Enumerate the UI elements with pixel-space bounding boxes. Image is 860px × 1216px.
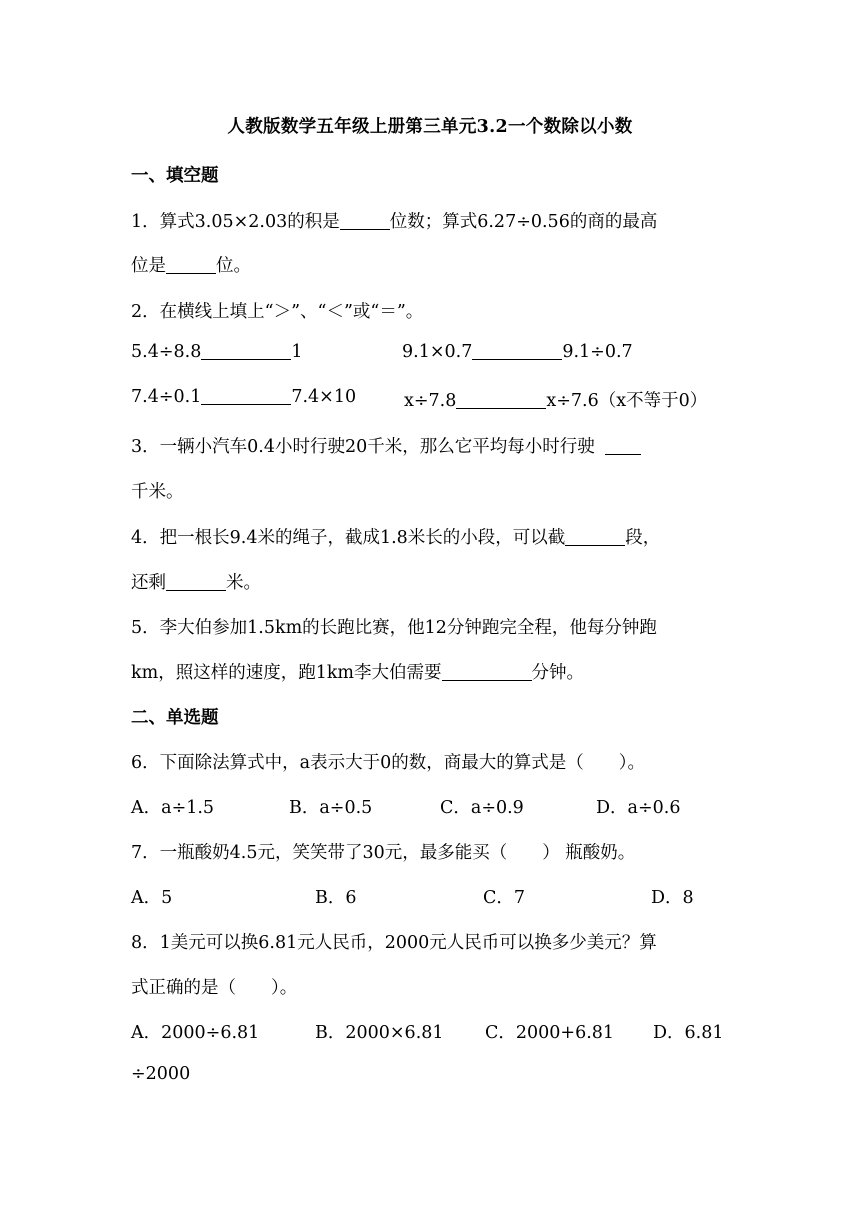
option-c[interactable]: C．a÷0.9 xyxy=(440,798,524,818)
option-c[interactable]: C．2000+6.81 xyxy=(485,1023,615,1043)
option-d-continuation: ÷2000 xyxy=(131,1064,191,1084)
q1-text-b: 位数；算式6.27÷0.56的商的最高 xyxy=(389,212,658,232)
q3-text-a: 3．一辆小汽车0.4小时行驶20千米，那么它平均每小时行驶 xyxy=(131,437,595,457)
page-title: 人教版数学五年级上册第三单元3.2一个数除以小数 xyxy=(227,117,633,137)
answer-blank[interactable] xyxy=(201,342,291,360)
question-4-line-1 xyxy=(131,524,660,549)
question-1-line-2 xyxy=(131,252,251,277)
question-5-line-1: 5．李大伯参加1.5km的长跑比赛，他12分钟跑完全程，他每分钟跑 xyxy=(131,618,657,638)
comparison-right: 9.1÷0.7 xyxy=(562,342,633,362)
comparison-left: x÷7.8 xyxy=(404,391,457,411)
option-a[interactable]: A．2000÷6.81 xyxy=(131,1023,260,1043)
option-d[interactable]: D．8 xyxy=(651,888,694,908)
question-3-line-1 xyxy=(131,433,641,458)
comparison-right: 1 xyxy=(291,342,303,362)
comparison-left: 5.4÷8.8 xyxy=(131,342,202,362)
q1-text-d: 位。 xyxy=(216,256,251,276)
option-a[interactable]: A．5 xyxy=(131,888,173,908)
q5-text-c: 分钟。 xyxy=(531,663,585,683)
comparison-left: 9.1×0.7 xyxy=(402,342,473,362)
comparison-right: x÷7.6（x不等于0） xyxy=(546,391,708,411)
comparison-2 xyxy=(402,342,633,362)
option-d[interactable]: D．a÷0.6 xyxy=(596,798,681,818)
question-3-line-2: 千米。 xyxy=(131,482,184,502)
option-b[interactable]: B．6 xyxy=(315,888,357,908)
section-fill-heading: 一、填空题 xyxy=(131,166,219,186)
answer-blank[interactable] xyxy=(201,387,291,405)
q1-text-a: 1．算式3.05×2.03的积是 xyxy=(131,212,340,232)
question-8-line-2: 式正确的是（ ）。 xyxy=(131,978,298,998)
q4-text-c: 还剩 xyxy=(131,573,166,593)
answer-blank[interactable] xyxy=(472,342,562,360)
question-5-line-2 xyxy=(131,659,584,684)
answer-blank[interactable] xyxy=(442,663,532,681)
q1-text-c: 位是 xyxy=(131,256,166,276)
question-6-text: 6．下面除法算式中，a表示大于0的数，商最大的算式是（ ）。 xyxy=(131,753,645,773)
answer-blank[interactable] xyxy=(605,437,641,455)
question-1-line-1 xyxy=(131,208,657,233)
option-b[interactable]: B．2000×6.81 xyxy=(315,1023,444,1043)
question-8-line-1: 8．1美元可以换6.81元人民币，2000元人民币可以换多少美元？算 xyxy=(131,933,657,953)
comparison-right: 7.4×10 xyxy=(291,387,357,407)
answer-blank[interactable] xyxy=(340,212,390,230)
option-b[interactable]: B．a÷0.5 xyxy=(289,798,373,818)
q5-text-b: km，照这样的速度，跑1km李大伯需要 xyxy=(131,663,442,683)
comparison-3 xyxy=(131,387,356,407)
q4-text-a: 4．把一根长9.4米的绳子，截成1.8米长的小段，可以截 xyxy=(131,528,566,548)
q4-text-d: 米。 xyxy=(226,573,261,593)
question-4-line-2 xyxy=(131,569,261,594)
option-a[interactable]: A．a÷1.5 xyxy=(131,798,215,818)
comparison-left: 7.4÷0.1 xyxy=(131,387,202,407)
comparison-1 xyxy=(131,342,302,362)
answer-blank[interactable] xyxy=(565,528,625,546)
comparison-4 xyxy=(404,387,707,412)
question-7-text: 7．一瓶酸奶4.5元，笑笑带了30元，最多能买（ ） 瓶酸奶。 xyxy=(131,843,636,863)
answer-blank[interactable] xyxy=(166,256,216,274)
question-2-text: 2．在横线上填上“＞”、“＜”或“＝”。 xyxy=(131,302,424,322)
option-d[interactable]: D．6.81 xyxy=(653,1023,724,1043)
answer-blank[interactable] xyxy=(166,573,226,591)
answer-blank[interactable] xyxy=(456,391,546,409)
q4-text-b: 段， xyxy=(625,528,661,548)
option-c[interactable]: C．7 xyxy=(483,888,526,908)
section-choice-heading: 二、单选题 xyxy=(131,708,219,728)
